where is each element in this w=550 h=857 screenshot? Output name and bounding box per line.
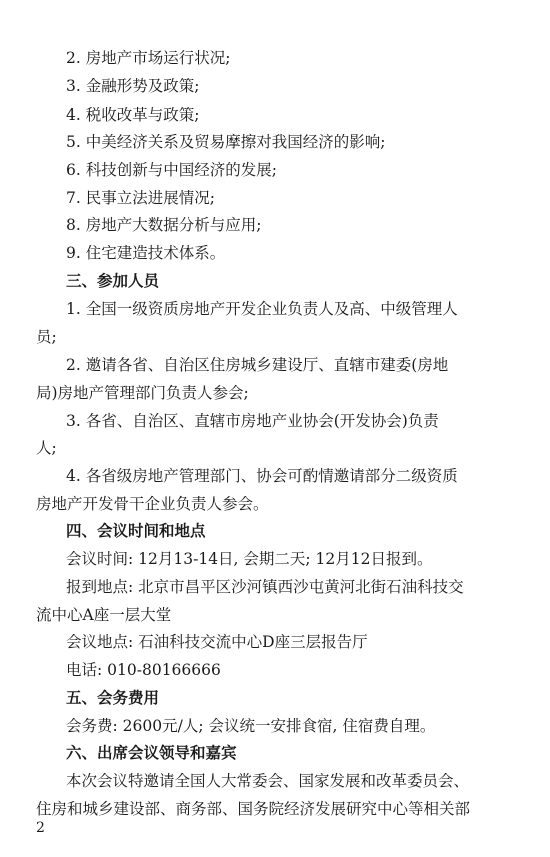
section-heading-fees: 五、会务费用 <box>66 689 160 707</box>
section-heading-attendees: 三、参加人员 <box>66 272 160 290</box>
list-item-topic: 7. 民事立法进展情况; <box>66 189 215 207</box>
meeting-time-text: 会议时间: 12月13-14日, 会期二天; 12月12日报到。 <box>66 550 433 568</box>
fee-text: 会务费: 2600元/人; 会议统一安排食宿, 住宿费自理。 <box>66 717 436 735</box>
attendee-item-line: 局)房地产管理部门负责人参会; <box>36 384 249 402</box>
section-heading-guests: 六、出席会议领导和嘉宾 <box>66 744 237 762</box>
list-item-topic: 9. 住宅建造技术体系。 <box>66 244 226 262</box>
list-item-topic: 5. 中美经济关系及贸易摩擦对我国经济的影响; <box>66 133 386 151</box>
list-item-topic: 8. 房地产大数据分析与应用; <box>66 216 262 234</box>
attendee-item-line: 员; <box>36 328 57 346</box>
attendee-item-line: 4. 各省级房地产管理部门、协会可酌情邀请部分二级资质 <box>66 467 458 485</box>
list-item-topic: 3. 金融形势及政策; <box>66 77 200 95</box>
attendee-item-line: 房地产开发骨干企业负责人参会。 <box>36 495 269 513</box>
list-item-topic: 4. 税收改革与政策; <box>66 106 200 124</box>
meeting-venue-text: 会议地点: 石油科技交流中心D座三层报告厅 <box>66 633 368 651</box>
attendee-item-line: 3. 各省、自治区、直辖市房地产业协会(开发协会)负责 <box>66 412 439 430</box>
checkin-location-text: 报到地点: 北京市昌平区沙河镇西沙屯黄河北街石油科技交 <box>66 578 464 596</box>
checkin-location-text: 流中心A座一层大堂 <box>36 606 172 624</box>
guests-paragraph-line: 本次会议特邀请全国人大常委会、国家发展和改革委员会、 <box>66 772 470 790</box>
list-item-topic: 6. 科技创新与中国经济的发展; <box>66 161 277 179</box>
guests-paragraph-line: 住房和城乡建设部、商务部、国务院经济发展研究中心等相关部 <box>36 800 471 818</box>
section-heading-time-place: 四、会议时间和地点 <box>66 522 206 540</box>
attendee-item-line: 2. 邀请各省、自治区住房城乡建设厅、直辖市建委(房地 <box>66 356 449 374</box>
list-item-topic: 2. 房地产市场运行状况; <box>66 49 231 67</box>
phone-text: 电话: 010-80166666 <box>66 661 221 679</box>
attendee-item-line: 1. 全国一级资质房地产开发企业负责人及高、中级管理人 <box>66 300 458 318</box>
attendee-item-line: 人; <box>36 439 57 457</box>
page-number: 2 <box>36 820 45 836</box>
